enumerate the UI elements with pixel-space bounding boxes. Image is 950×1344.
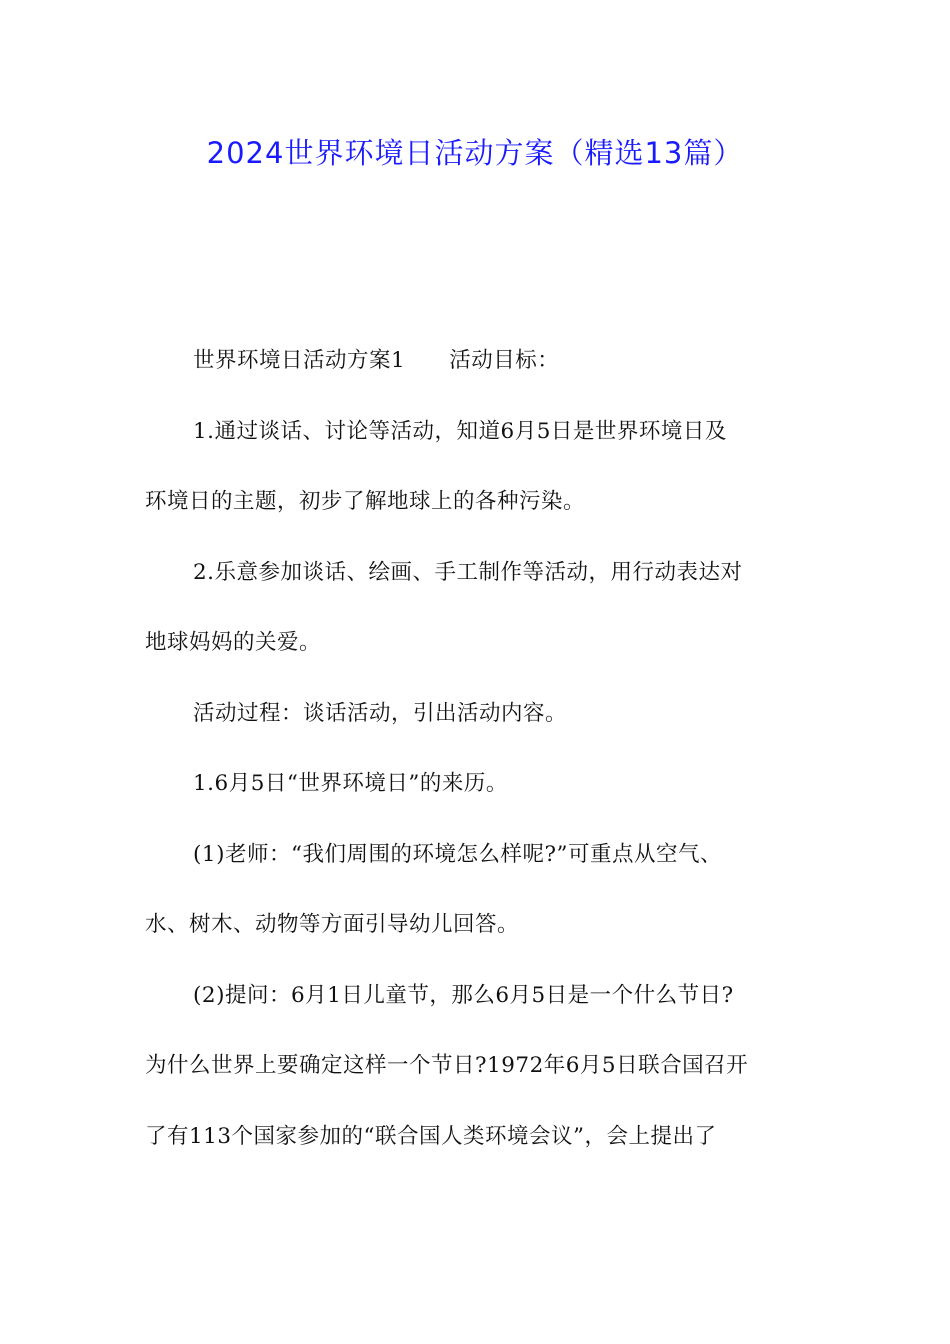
paragraph-line: (1)老师：“我们周围的环境怎么样呢?”可重点从空气、 <box>193 841 722 867</box>
paragraph-line: (2)提问：6月1日儿童节，那么6月5日是一个什么节日? <box>193 982 734 1008</box>
document-title: 2024世界环境日活动方案（精选13篇） <box>206 136 744 170</box>
section-heading <box>145 336 810 407</box>
paragraph-line: 了有113个国家参加的“联合国人类环境会议”，会上提出了 <box>145 1123 717 1149</box>
paragraph-line: 1.通过谈话、讨论等活动，知道6月5日是世界环境日及 <box>193 418 727 444</box>
section-heading-right: 活动目标： <box>449 348 560 373</box>
paragraph-line: 环境日的主题，初步了解地球上的各种污染。 <box>145 489 586 514</box>
section-heading-left: 世界环境日活动方案1 <box>193 348 406 373</box>
document-body <box>145 336 810 1182</box>
paragraph-line: 1.6月5日“世界环境日”的来历。 <box>193 771 508 796</box>
paragraph-line: 地球妈妈的关爱。 <box>145 630 322 655</box>
paragraph-line: 活动过程：谈话活动，引出活动内容。 <box>193 700 568 726</box>
paragraph-line: 水、树木、动物等方面引导幼儿回答。 <box>145 912 520 937</box>
paragraph-line: 2.乐意参加谈话、绘画、手工制作等活动，用行动表达对 <box>193 559 743 585</box>
paragraph-line: 为什么世界上要确定这样一个节日?1972年6月5日联合国召开 <box>145 1053 749 1078</box>
